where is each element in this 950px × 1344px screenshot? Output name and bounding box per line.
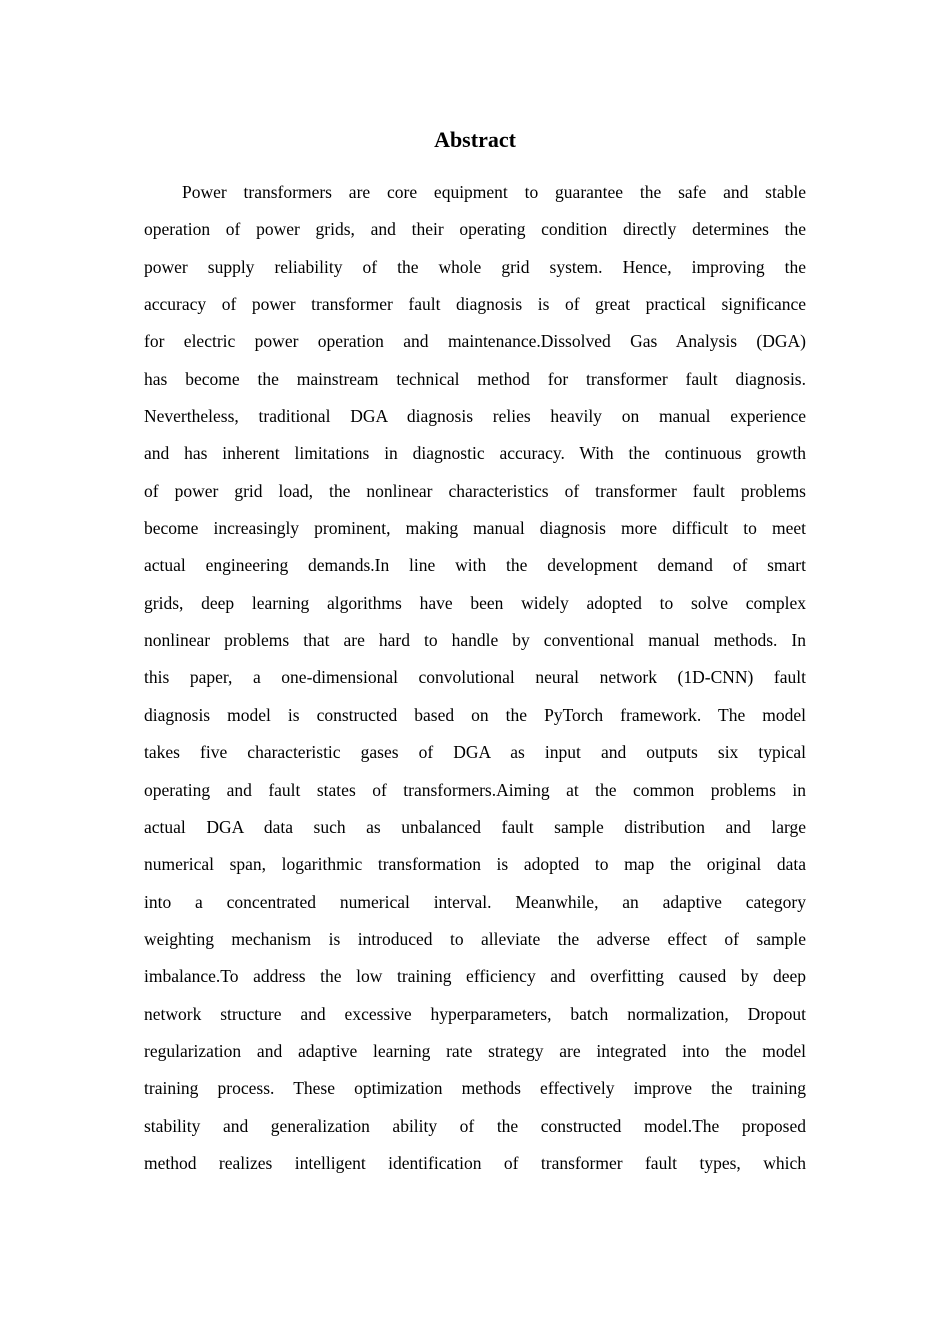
abstract-line: into a concentrated numerical interval. Meanwhile, an adaptive category xyxy=(144,891,806,912)
abstract-line: this paper, a one-dimensional convolutional neural network (1D-CNN) fault xyxy=(144,667,806,688)
abstract-line: takes five characteristic gases of DGA as input and outputs six typical xyxy=(144,742,806,763)
abstract-line: operating and fault states of transformers.Aiming at the common problems in xyxy=(144,779,806,800)
abstract-line: training process. These optimization methods effectively improve the training xyxy=(144,1078,806,1099)
abstract-line: weighting mechanism is introduced to alleviate the adverse effect of sample xyxy=(144,928,806,949)
abstract-line: numerical span, logarithmic transformation is adopted to map the original data xyxy=(144,854,806,875)
abstract-line: diagnosis model is constructed based on the PyTorch framework. The model xyxy=(144,704,806,725)
abstract-line: actual engineering demands.In line with the development demand of smart xyxy=(144,555,806,576)
abstract-line: stability and generalization ability of the constructed model.The proposed xyxy=(144,1115,806,1136)
abstract-line: Power transformers are core equipment to guarantee the safe and stable xyxy=(182,182,806,202)
abstract-title: Abstract xyxy=(434,127,516,152)
abstract-line: regularization and adaptive learning rate strategy are integrated into the model xyxy=(144,1040,806,1061)
abstract-body xyxy=(144,177,806,1185)
abstract-line: imbalance.To address the low training efficiency and overfitting caused by deep xyxy=(144,966,806,987)
abstract-line: power supply reliability of the whole grid system. Hence, improving the xyxy=(144,256,806,277)
abstract-line: has become the mainstream technical method for transformer fault diagnosis. xyxy=(144,368,806,389)
abstract-line: grids, deep learning algorithms have been widely adopted to solve complex xyxy=(144,592,806,613)
abstract-line: for electric power operation and maintenance.Dissolved Gas Analysis (DGA) xyxy=(144,331,806,352)
abstract-line: nonlinear problems that are hard to handle by conventional manual methods. In xyxy=(144,630,806,651)
abstract-line: become increasingly prominent, making manual diagnosis more difficult to meet xyxy=(144,518,806,539)
abstract-line: actual DGA data such as unbalanced fault sample distribution and large xyxy=(144,816,806,837)
abstract-line: Nevertheless, traditional DGA diagnosis relies heavily on manual experience xyxy=(144,406,806,427)
abstract-line: and has inherent limitations in diagnostic accuracy. With the continuous growth xyxy=(144,443,806,464)
abstract-line: network structure and excessive hyperparameters, batch normalization, Dropout xyxy=(144,1003,806,1024)
abstract-line: operation of power grids, and their operating condition directly determines the xyxy=(144,219,806,240)
abstract-line: of power grid load, the nonlinear characteristics of transformer fault problems xyxy=(144,480,806,501)
abstract-line: accuracy of power transformer fault diagnosis is of great practical significance xyxy=(144,294,806,315)
abstract-line: method realizes intelligent identification of transformer fault types, which xyxy=(144,1152,806,1173)
